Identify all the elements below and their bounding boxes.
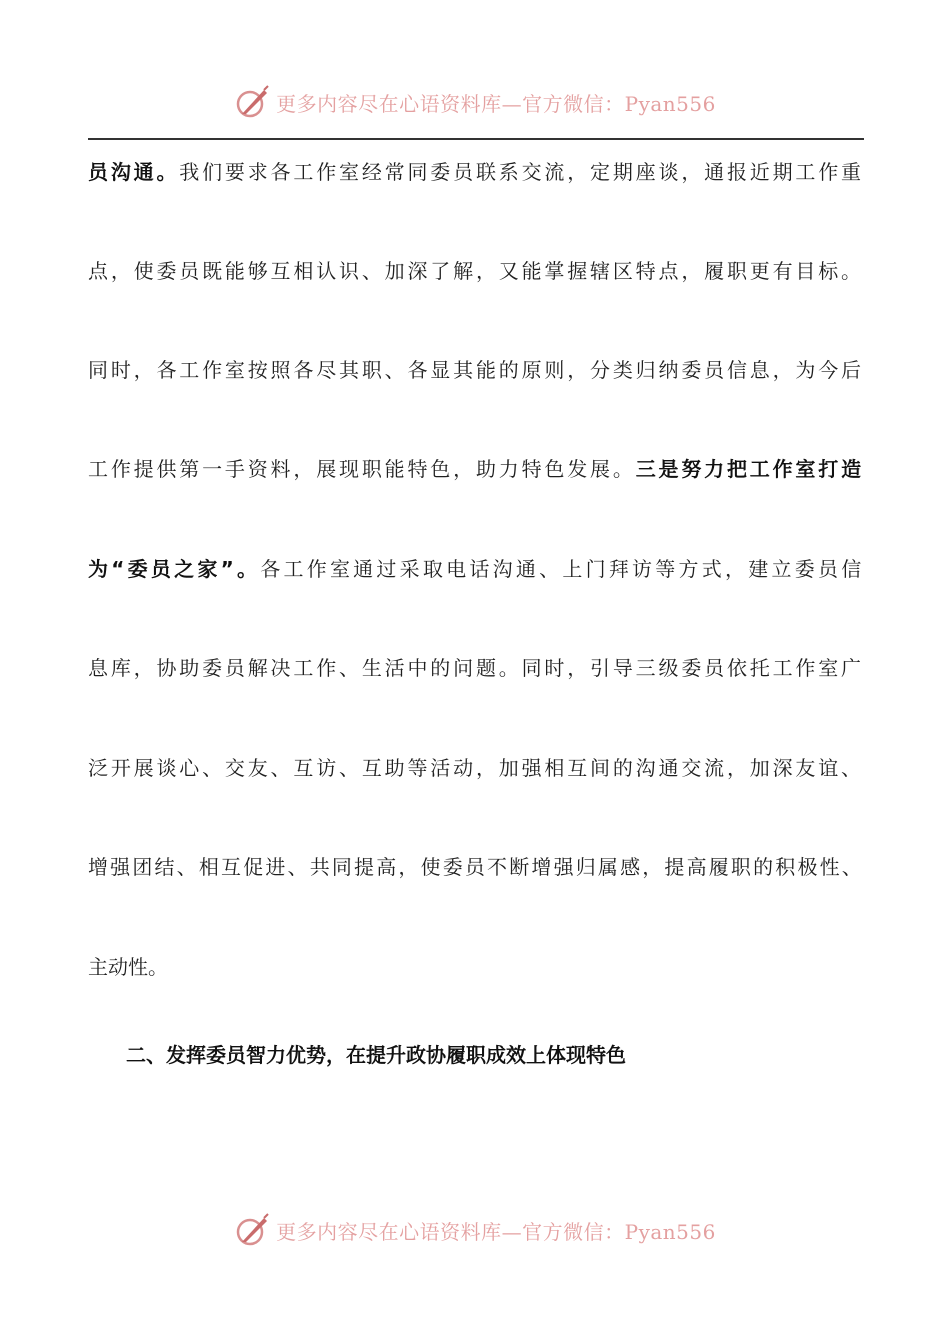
quill-pen-logo-icon [234,1212,270,1248]
text-line-7: 泛开展谈心、交友、互访、互助等活动，加强相互间的沟通交流，加深友谊、 [88,756,864,780]
header-divider [88,138,864,140]
footer-watermark [0,1210,950,1250]
quill-pen-logo-icon [234,84,270,120]
bold-phrase: 三是努力把工作室打造 [635,457,864,481]
watermark-text: 更多内容尽在心语资料库—官方微信：Pyan556 [276,1219,716,1244]
bold-phrase: 为“委员之家”。 [88,557,261,581]
watermark-text: 更多内容尽在心语资料库—官方微信：Pyan556 [276,91,716,116]
text-run: 工作提供第一手资料，展现职能特色，助力特色发展。 [88,457,636,481]
text-line-3: 同时，各工作室按照各尽其职、各显其能的原则，分类归纳委员信息，为今后 [88,358,864,382]
section-heading: 二、发挥委员智力优势，在提升政协履职成效上体现特色 [126,1043,626,1067]
text-line-1 [88,157,864,187]
text-line-8: 增强团结、相互促进、共同提高，使委员不断增强归属感，提高履职的积极性、 [88,855,864,879]
text-line-9: 主动性。 [88,955,168,979]
text-line-4 [88,454,864,484]
text-line-2: 点，使委员既能够互相认识、加深了解，又能掌握辖区特点，履职更有目标。 [88,259,864,283]
bold-phrase: 员沟通。 [88,160,180,184]
header-watermark [0,82,950,122]
text-line-5 [88,554,864,584]
text-run: 我们要求各工作室经常同委员联系交流，定期座谈，通报近期工作重 [179,160,864,184]
text-run: 各工作室通过采取电话沟通、上门拜访等方式，建立委员信 [260,557,865,581]
text-line-6: 息库，协助委员解决工作、生活中的问题。同时，引导三级委员依托工作室广 [88,656,864,680]
